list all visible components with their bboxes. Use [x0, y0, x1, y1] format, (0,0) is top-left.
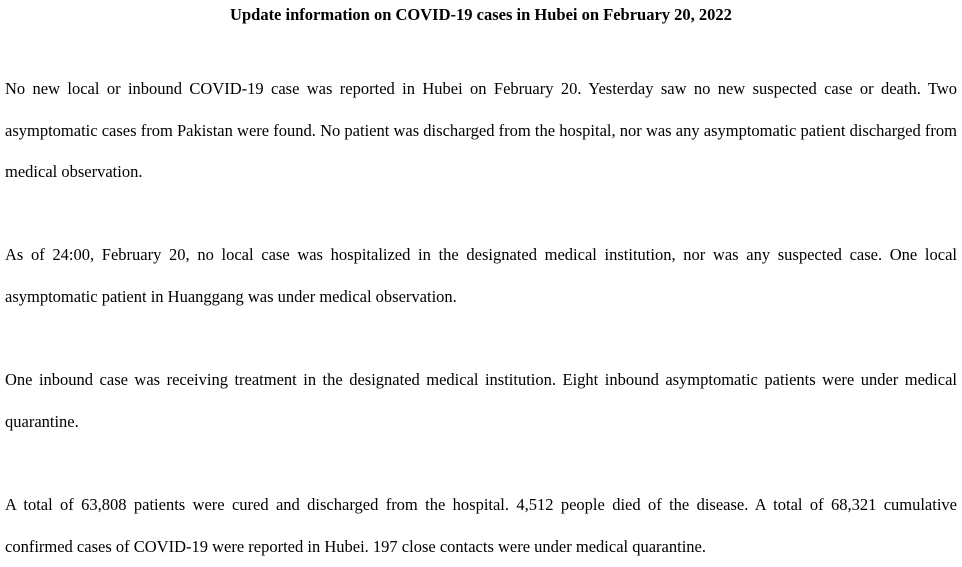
paragraph-new-cases: No new local or inbound COVID-19 case was reported in Hubei on February 20. Yesterday saw no new suspected case or death. Two asymptomatic cases from Pakistan were found. No patient was discharged from the hospital, nor was any asymptomatic patient discharged from medical observation. [5, 79, 957, 182]
paragraph-inbound-cases: One inbound case was receiving treatment in the designated medical institution. Eight inbound asymptomatic patients were under medical quarantine. [5, 370, 957, 431]
paragraph-cumulative-totals: A total of 63,808 patients were cured and discharged from the hospital. 4,512 people died of the disease. A total of 68,321 cumulative confirmed cases of COVID-19 were reported in Hubei. 197 close contacts were under medical quarantine. [5, 495, 957, 556]
paragraph-hospitalization-status: As of 24:00, February 20, no local case was hospitalized in the designated medical institution, nor was any suspected case. One local asymptomatic patient in Huanggang was under medical observation. [5, 245, 957, 306]
document-title: Update information on COVID-19 cases in Hubei on February 20, 2022 [230, 5, 732, 24]
